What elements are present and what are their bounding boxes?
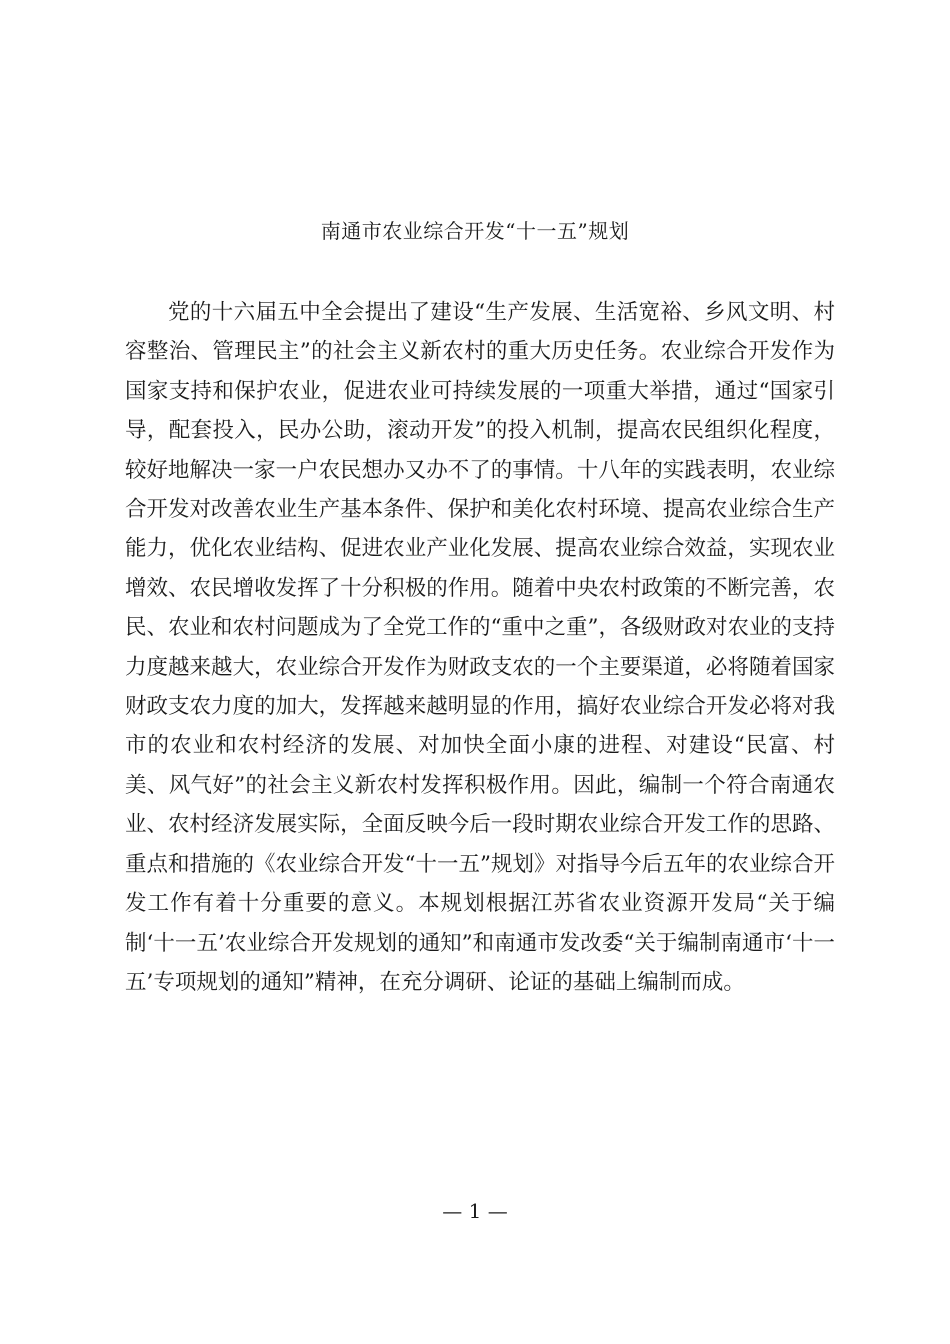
- document-title: 南通市农业综合开发“十一五”规划: [320, 219, 630, 243]
- body-paragraph: 党的十六届五中全会提出了建设“生产发展、生活宽裕、乡风文明、村容整治、管理民主”的社会主义新农村的重大历史任务。农业综合开发作为国家支持和保护农业，促进农业可持续发展的一项重大举措，通过“国家引导，配套投入，民办公助，滚动开发”的投入机制，提高农民组织化程度，较好地解决一家一户农民想办又办不了的事情。十八年的实践表明，农业综合开发对改善农业生产基本条件、保护和美化农村环境、提高农业综合生产能力，优化农业结构、促进农业产业化发展、提高农业综合效益，实现农业增效、农民增收发挥了十分积极的作用。随着中央农村政策的不断完善，农民、农业和农村问题成为了全党工作的“重中之重”，各级财政对农业的支持力度越来越大，农业综合开发作为财政支农的一个主要渠道，必将随着国家财政支农力度的加大，发挥越来越明显的作用，搞好农业综合开发必将对我市的农业和农村经济的发展、对加快全面小康的进程、对建设“民富、村美、风气好”的社会主义新农村发挥积极作用。因此，编制一个符合南通农业、农村经济发展实际，全面反映今后一段时期农业综合开发工作的思路、重点和措施的《农业综合开发“十一五”规划》对指导今后五年的农业综合开发工作有着十分重要的意义。本规划根据江苏省农业资源开发局“关于编制‘十一五’农业综合开发规划的通知”和南通市发改委“关于编制南通市‘十一五’专项规划的通知”精神，在充分调研、论证的基础上编制而成。: [125, 300, 835, 995]
- page-number: — 1 —: [442, 1199, 508, 1223]
